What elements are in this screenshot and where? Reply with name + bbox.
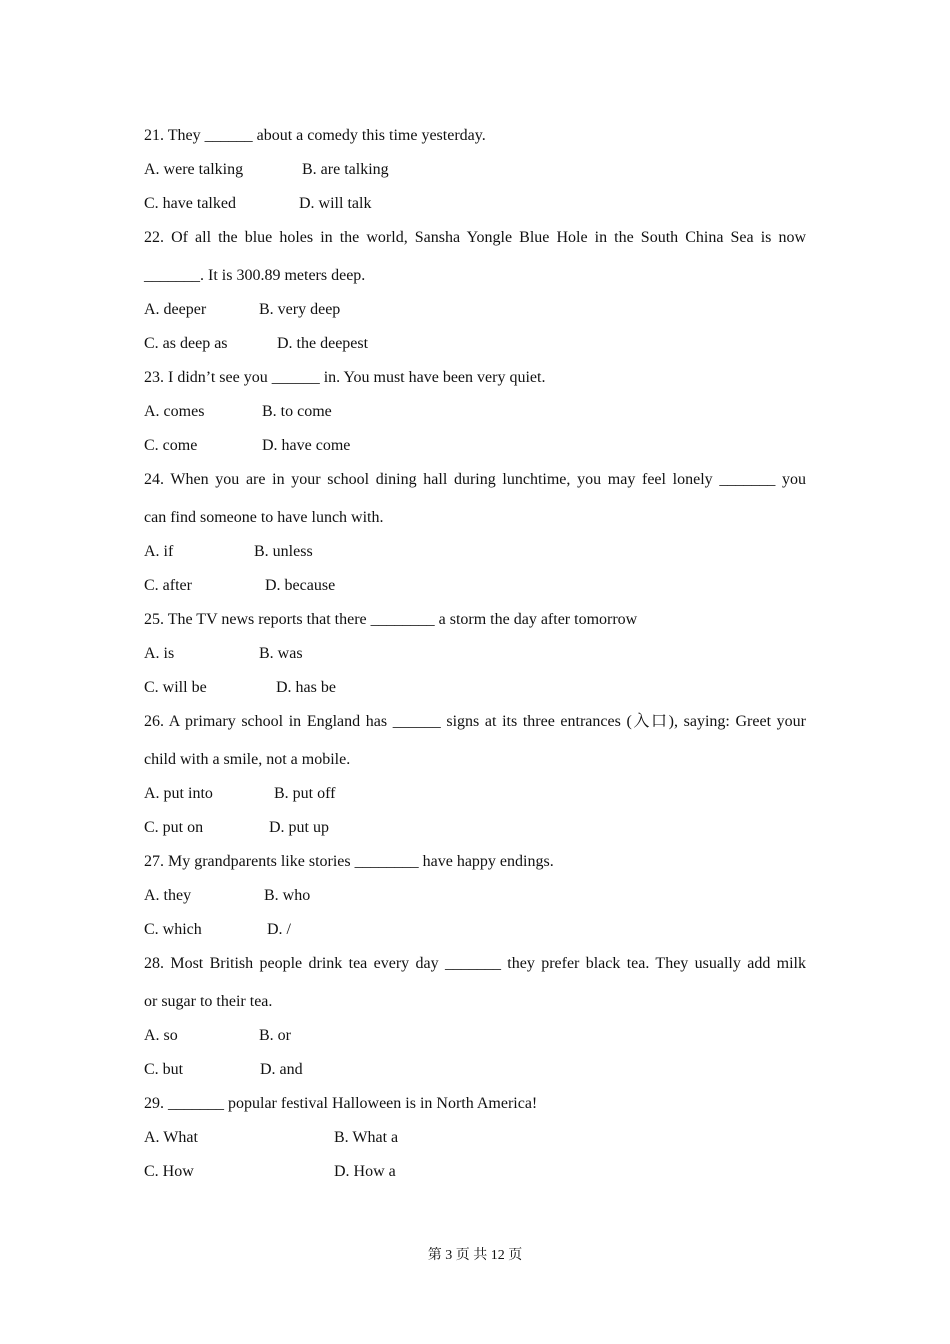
- question-21-option-b: B. are talking: [302, 161, 389, 178]
- question-29-option-a: A. What: [144, 1129, 198, 1146]
- question-22-stem-line-2: _______. It is 300.89 meters deep.: [144, 267, 366, 284]
- question-21-option-a: A. were talking: [144, 161, 244, 178]
- question-21-option-c: C. have talked: [144, 195, 236, 212]
- question-24-option-b: B. unless: [254, 543, 313, 560]
- question-26-option-d: D. put up: [269, 819, 329, 836]
- question-23-option-b: B. to come: [262, 403, 332, 420]
- question-26-stem-line-2: child with a smile, not a mobile.: [144, 751, 351, 768]
- question-27-option-c: C. which: [144, 921, 202, 938]
- question-28-option-b: B. or: [259, 1027, 291, 1044]
- question-25-option-a: A. is: [144, 645, 175, 662]
- question-25-option-d: D. has be: [276, 679, 336, 696]
- question-28-option-d: D. and: [260, 1061, 303, 1078]
- question-28-stem-line-2: or sugar to their tea.: [144, 993, 273, 1010]
- question-23-stem: 23. I didn’t see you ______ in. You must have been very quiet.: [144, 369, 546, 386]
- question-22-option-b: B. very deep: [259, 301, 341, 318]
- question-23-option-a: A. comes: [144, 403, 205, 420]
- question-26-stem-line-1: 26. A primary school in England has ______ signs at its three entrances (入口), saying: Greet your: [144, 713, 806, 730]
- question-25-option-b: B. was: [259, 645, 303, 662]
- question-29-option-d: D. How a: [334, 1163, 396, 1180]
- question-26-option-b: B. put off: [274, 785, 336, 802]
- question-24-option-a: A. if: [144, 543, 174, 560]
- question-24-stem-line-2: can find someone to have lunch with.: [144, 509, 384, 526]
- question-26-option-c: C. put on: [144, 819, 204, 836]
- question-23-option-c: C. come: [144, 437, 198, 454]
- question-22-stem-line-1: 22. Of all the blue holes in the world, Sansha Yongle Blue Hole in the South China Sea is now: [144, 229, 806, 246]
- question-21-stem: 21. They ______ about a comedy this time yesterday.: [144, 127, 486, 144]
- question-27-option-b: B. who: [264, 887, 311, 904]
- question-24-option-c: C. after: [144, 577, 192, 594]
- question-29-stem: 29. _______ popular festival Halloween is in North America!: [144, 1095, 538, 1112]
- question-28-option-c: C. but: [144, 1061, 184, 1078]
- question-21-option-d: D. will talk: [299, 195, 372, 212]
- question-26-option-a: A. put into: [144, 785, 213, 802]
- question-22-option-d: D. the deepest: [277, 335, 369, 352]
- question-29-option-c: C. How: [144, 1163, 194, 1180]
- question-24-stem-line-1: 24. When you are in your school dining hall during lunchtime, you may feel lonely _______ you: [144, 471, 806, 488]
- question-25-stem: 25. The TV news reports that there ________ a storm the day after tomorrow: [144, 611, 638, 628]
- page-number-footer: 第 3 页 共 12 页: [427, 1248, 523, 1263]
- question-23-option-d: D. have come: [262, 437, 351, 454]
- question-28-stem-line-1: 28. Most British people drink tea every day _______ they prefer black tea. They usually add milk: [144, 955, 806, 972]
- question-22-option-a: A. deeper: [144, 301, 207, 318]
- question-25-option-c: C. will be: [144, 679, 207, 696]
- question-24-option-d: D. because: [265, 577, 336, 594]
- question-29-option-b: B. What a: [334, 1129, 399, 1146]
- question-27-option-a: A. they: [144, 887, 192, 904]
- question-27-stem: 27. My grandparents like stories ________ have happy endings.: [144, 853, 554, 870]
- question-28-option-a: A. so: [144, 1027, 178, 1044]
- question-22-option-c: C. as deep as: [144, 335, 228, 352]
- question-27-option-d: D. /: [267, 921, 291, 938]
